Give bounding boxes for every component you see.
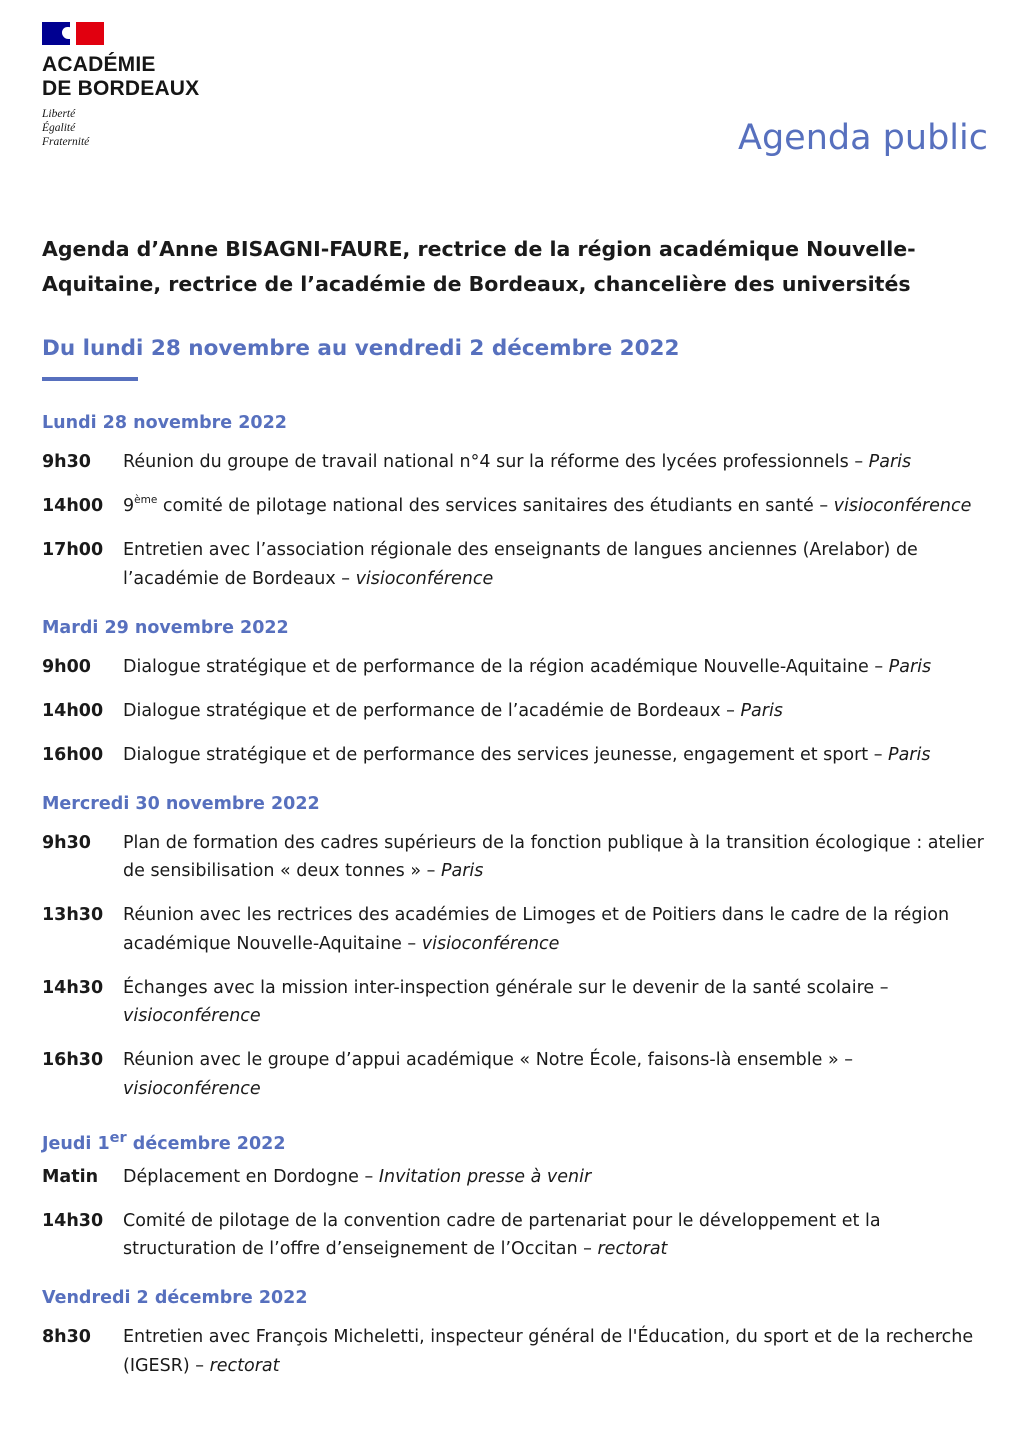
event-text: Réunion du groupe de travail national n°4 sur la réforme des lycées professionnels – [123, 452, 869, 472]
event-location: Paris [740, 700, 783, 721]
logo-line-2: DE BORDEAUX [42, 77, 200, 100]
day-title-text: Jeudi 1 [42, 1133, 110, 1154]
period-heading: Du lundi 28 novembre au vendredi 2 décembre 2022 [42, 336, 680, 361]
event-text: Comité de pilotage de la convention cadre de partenariat pour le développement et la structuration de l’offre d’enseignement de l’Occitan – [123, 1210, 881, 1259]
event-text: Réunion avec le groupe d’appui académique « Notre École, faisons-là ensemble » – [123, 1050, 853, 1070]
event-description [123, 536, 992, 593]
agenda-event [42, 448, 992, 477]
event-text: Plan de formation des cadres supérieurs de la fonction publique à la transition écologique : atelier de sensibilisation « deux tonnes » – [123, 832, 984, 881]
day-title [42, 404, 992, 448]
event-description [123, 492, 992, 521]
agenda-event [42, 741, 992, 770]
event-location: visioconférence [123, 1006, 261, 1026]
logo-line-1: ACADÉMIE [42, 53, 156, 76]
event-time: 16h00 [42, 744, 104, 765]
agenda-event [42, 536, 992, 593]
event-description [123, 901, 992, 958]
agenda-event [42, 697, 992, 726]
agenda-event [42, 974, 992, 1031]
day-title [42, 785, 992, 829]
event-ordinal: 9 [123, 496, 135, 516]
event-time: 16h30 [42, 1050, 104, 1070]
event-text: Dialogue stratégique et de performance de l’académie de Bordeaux – [123, 700, 741, 721]
agenda-event [42, 901, 992, 958]
event-location: visioconférence [123, 1078, 261, 1099]
event-location: Paris [440, 861, 484, 881]
agenda-event [42, 1207, 992, 1264]
event-description [123, 741, 992, 770]
event-location: visioconférence [833, 496, 972, 516]
event-location: rectorat [209, 1355, 280, 1376]
period-underline [42, 377, 138, 381]
event-description [123, 1207, 992, 1264]
day-section [42, 785, 992, 1104]
day-title [42, 1279, 992, 1323]
day-title [42, 609, 992, 653]
event-description [123, 1323, 992, 1380]
day-title-text: Lundi 28 novembre 2022 [42, 413, 287, 433]
event-description [123, 697, 992, 726]
motto-liberte: Liberté [42, 108, 76, 120]
event-location: Paris [888, 656, 932, 677]
event-text: Entretien avec l’association régionale des enseignants de langues anciennes (Arelabor) de l’académie de Bordeaux – [123, 540, 918, 589]
agenda-event [42, 829, 992, 886]
agenda-event [42, 1046, 992, 1103]
day-section [42, 609, 992, 770]
event-location: visioconférence [355, 568, 494, 589]
motto-fraternite: Fraternité [42, 136, 90, 148]
event-location: Paris [868, 452, 912, 472]
event-time: 13h30 [42, 905, 104, 925]
event-location: Invitation presse à venir [378, 1166, 592, 1187]
agenda-days [42, 404, 992, 1396]
event-description [123, 653, 992, 682]
agenda-event [42, 492, 992, 521]
event-time: 14h30 [42, 977, 104, 998]
event-ordinal-suffix: ème [134, 494, 158, 506]
event-text: Entretien avec François Micheletti, inspecteur général de l'Éducation, du sport et de la recherche (IGESR) – [123, 1327, 974, 1376]
day-title-sup: er [109, 1128, 127, 1146]
event-time: 14h30 [42, 1210, 104, 1231]
event-description [123, 448, 992, 477]
day-section [42, 1119, 992, 1264]
event-description [123, 1163, 992, 1192]
event-text: Dialogue stratégique et de performance des services jeunesse, engagement et sport – [123, 744, 889, 765]
document-title: Agenda d’Anne BISAGNI-FAURE, rectrice de la région académique Nouvelle-Aquitaine, rectrice de l’académie de Bordeaux, chancelière des universités [42, 237, 916, 296]
event-time: 14h00 [42, 700, 104, 721]
day-section [42, 404, 992, 593]
academie-logo [42, 22, 232, 149]
day-title-text: Vendredi 2 décembre 2022 [42, 1288, 308, 1308]
day-title-rest: décembre 2022 [126, 1133, 286, 1154]
event-description [123, 1046, 992, 1103]
motto-egalite: Égalité [42, 122, 76, 134]
event-location: visioconférence [421, 933, 560, 954]
agenda-event [42, 1163, 992, 1192]
event-text: Dialogue stratégique et de performance de la région académique Nouvelle-Aquitaine – [123, 656, 889, 677]
event-time: Matin [42, 1166, 99, 1187]
event-description [123, 974, 992, 1031]
event-time: 14h00 [42, 496, 104, 516]
day-section [42, 1279, 992, 1380]
event-text: Réunion avec les rectrices des académies de Limoges et de Poitiers dans le cadre de la région académique Nouvelle-Aquitaine – [123, 905, 950, 954]
agenda-event [42, 653, 992, 682]
agenda-event [42, 1323, 992, 1380]
event-time: 9h00 [42, 656, 91, 677]
day-title [42, 1119, 992, 1163]
day-title-text: Mardi 29 novembre 2022 [42, 617, 289, 638]
event-description [123, 829, 992, 886]
day-title-text: Mercredi 30 novembre 2022 [42, 793, 320, 814]
event-text: Déplacement en Dordogne – [123, 1166, 379, 1187]
event-text: comité de pilotage national des services sanitaires des étudiants en santé – [157, 496, 834, 516]
event-time: 8h30 [42, 1327, 91, 1347]
event-time: 9h30 [42, 832, 91, 853]
event-time: 9h30 [42, 452, 91, 472]
republic-flag-icon [42, 22, 104, 45]
page-header-title: Agenda public [738, 118, 988, 158]
event-time: 17h00 [42, 540, 104, 560]
event-location: rectorat [597, 1239, 668, 1259]
event-text: Échanges avec la mission inter-inspection générale sur le devenir de la santé scolaire – [123, 977, 889, 998]
event-location: Paris [888, 744, 931, 765]
